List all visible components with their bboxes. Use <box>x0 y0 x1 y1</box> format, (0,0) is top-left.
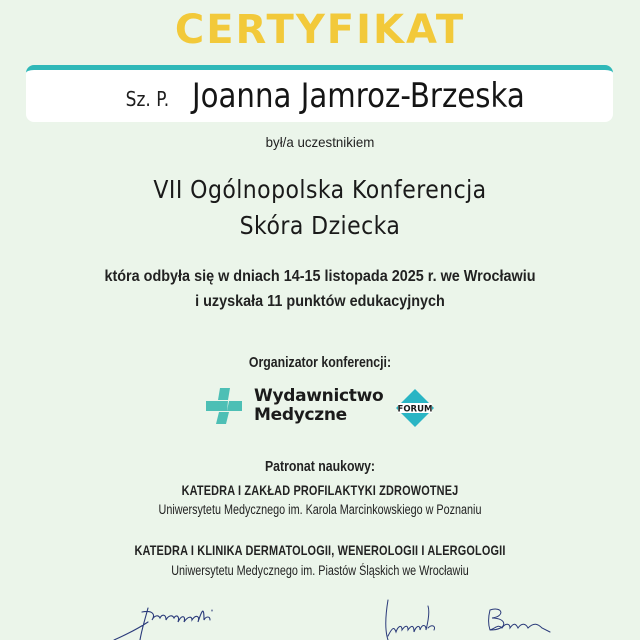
forum-diamond-icon <box>395 388 435 428</box>
certificate-title: CERTYFIKAT <box>174 7 466 53</box>
organizer-logos <box>0 384 640 430</box>
conference-title-line2: Skóra Dziecka <box>239 211 401 240</box>
conference-title <box>38 172 601 244</box>
details-line2: i uzyskała 11 punktów edukacyjnych <box>195 293 445 310</box>
logo-text-line1: Wydawnictwo <box>254 386 384 406</box>
logo-text-line2: Medyczne <box>254 405 347 425</box>
institution-1-name: KATEDRA I ZAKŁAD PROFILAKTYKI ZDROWOTNEJ <box>181 482 459 498</box>
recipient-name-box <box>26 65 613 122</box>
patronage-label: Patronat naukowy: <box>264 458 376 475</box>
details-line1: która odbyła się w dniach 14-15 listopada 2025 r. we Wrocławiu <box>104 268 536 285</box>
signature-right-icon <box>378 598 563 640</box>
participation-text: był/a uczestnikiem <box>265 134 375 150</box>
institution-1-university: Uniwersytetu Medycznego im. Karola Marcinkowskiego w Poznaniu <box>158 502 482 517</box>
institution-2-name: KATEDRA I KLINIKA DERMATOLOGII, WENEROLOGII I ALERGOLOGII <box>134 542 506 558</box>
signature-left-icon <box>112 600 232 640</box>
conference-title-line1: VII Ogólnopolska Konferencja <box>153 175 487 204</box>
recipient-name: Joanna Jamroz-Brzeska <box>191 76 525 116</box>
plus-cross-icon <box>206 388 242 424</box>
organizer-label: Organizator konferencji: <box>248 354 392 371</box>
salutation: Sz. P. <box>126 87 170 111</box>
svg-text:FORUM: FORUM <box>397 404 433 415</box>
wydawnictwo-medyczne-logo-text <box>254 387 383 425</box>
conference-details <box>32 264 608 314</box>
institution-2-university: Uniwersytetu Medycznego im. Piastów Śląskich we Wrocławiu <box>171 563 469 578</box>
